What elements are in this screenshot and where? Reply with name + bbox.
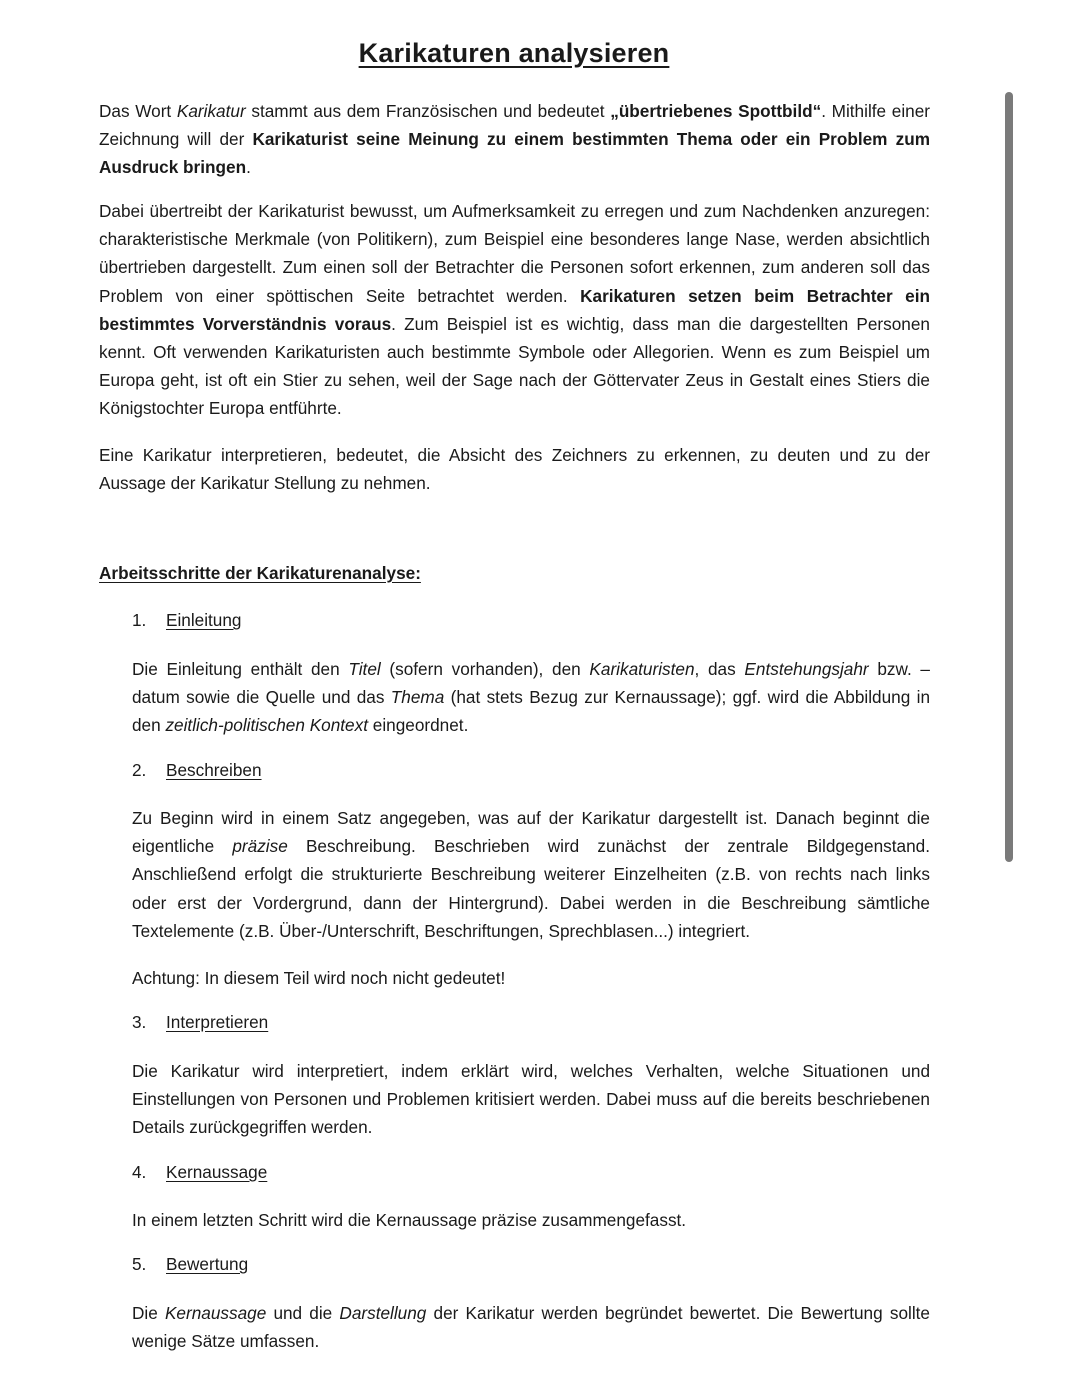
italic-term: Thema	[390, 687, 445, 708]
step-number: 1.	[132, 610, 147, 630]
text-run: . Zum Beispiel ist es wichtig, dass man die dargestellten Personen kennt. Oft verwenden Karikaturisten auch bestimmte Symbole oder Allegorien. Wenn es zum Beispiel um Europa geht, ist oft ein Stier zu sehen, weil der Sage nach der Göttervater Zeus in Gestalt eines Stiers die Königstochter Europa entführte.	[99, 313, 930, 419]
step-4-text: In einem letzten Schritt wird die Kernaussage präzise zusammengefasst.	[132, 1210, 687, 1230]
vertical-scrollbar[interactable]	[1005, 92, 1013, 862]
step-number: 3.	[132, 1012, 147, 1032]
intro-paragraph-3: Eine Karikatur interpretieren, bedeutet, die Absicht des Zeichners zu erkennen, zu deuten und zu der Aussage der Karikatur Stellung zu nehmen.	[99, 445, 930, 494]
text-run: Beschreibung. Beschrieben wird zunächst der zentrale Bildgegenstand. Anschließend erfolgt die strukturierte Beschreibung weiterer Einzelheiten (z.B. von rechts nach links oder erst der Vordergrund, dann der Hintergrund). Dabei werden in die Beschreibung sämtliche Textelemente (z.B. Über-/Unterschrift, Beschriftungen, Sprechblasen...) integriert.	[132, 836, 930, 941]
step-1-heading	[132, 610, 242, 631]
step-number: 5.	[132, 1254, 147, 1274]
step-5-text	[132, 1299, 930, 1355]
bold-phrase: Karikaturen setzen beim Betrachter ein bestimmtes Vorverständnis voraus	[99, 285, 930, 334]
step-2-text	[132, 804, 930, 945]
step-5-heading	[132, 1254, 248, 1275]
italic-term: Karikatur	[176, 101, 246, 121]
italic-term: Entstehungsjahr	[744, 659, 869, 679]
italic-term: präzise	[232, 836, 288, 857]
text-run: Dabei übertreibt der Karikaturist bewusst, um Aufmerksamkeit zu erregen und zum Nachdenken anzuregen: charakteristische Merkmale (von Politikern), zum Beispiel eine besonderes lange Nase, werden absichtlich übertrieben dargestellt. Zum einen soll der Betrachter die Personen sofort erkennen, zum anderen soll das Problem von einer spöttischen Seite betrachtet werden.	[99, 201, 930, 306]
bold-phrase: Karikaturist seine Meinung zu einem bestimmten Thema oder ein Problem zum Ausdruck bringen	[99, 129, 930, 178]
step-4-heading	[132, 1162, 267, 1183]
intro-paragraph-1	[99, 97, 930, 182]
text-run: (sofern vorhanden), den	[380, 659, 590, 679]
text-run: (hat stets Bezug zur Kernaussage); ggf. wird die Abbildung in den	[132, 687, 931, 736]
step-3-text: Die Karikatur wird interpretiert, indem erklärt wird, welches Verhalten, welche Situationen und Einstellungen von Personen und Problemen kritisiert werden. Dabei muss auf die bereits beschriebenen Details zurückgegriffen werden.	[132, 1061, 930, 1138]
italic-term: zeitlich-politischen Kontext	[165, 715, 368, 736]
step-label: Einleitung	[166, 610, 242, 630]
text-run: Das Wort	[99, 101, 177, 121]
step-number: 2.	[132, 760, 147, 780]
italic-term: Titel	[348, 659, 381, 679]
step-label: Kernaussage	[166, 1162, 268, 1182]
page-title: Karikaturen analysieren	[358, 38, 670, 68]
step-label: Interpretieren	[166, 1012, 269, 1032]
bold-term: „übertriebenes Spottbild“	[610, 101, 822, 121]
text-run: der Karikatur werden begründet bewertet. Die Bewertung sollte wenige Sätze umfassen.	[132, 1303, 930, 1352]
step-2-heading	[132, 760, 262, 781]
italic-term: Kernaussage	[164, 1303, 267, 1323]
text-run: Die Einleitung enthält den	[132, 659, 349, 679]
intro-paragraph-2	[99, 197, 930, 423]
step-label: Beschreiben	[166, 760, 262, 780]
text-run: bzw. –datum sowie die Quelle und das	[132, 659, 930, 708]
text-run: eingeordnet.	[368, 715, 469, 736]
section-heading: Arbeitsschritte der Karikaturenanalyse:	[99, 563, 421, 583]
step-1-text	[132, 655, 930, 740]
italic-term: Karikaturisten	[589, 659, 695, 679]
step-2-note: Achtung: In diesem Teil wird noch nicht gedeutet!	[132, 968, 506, 988]
step-label: Bewertung	[166, 1254, 249, 1274]
text-run: .	[246, 157, 251, 178]
text-run: Zu Beginn wird in einem Satz angegeben, was auf der Karikatur dargestellt ist. Danach beginnt die eigentliche	[132, 808, 930, 857]
step-3-heading	[132, 1012, 268, 1033]
text-run: Die	[132, 1303, 165, 1323]
text-run: . Mithilfe einer Zeichnung will der	[99, 101, 930, 150]
text-run: und die	[266, 1303, 340, 1323]
italic-term: Darstellung	[339, 1303, 427, 1323]
text-run: stammt aus dem Französischen und bedeutet	[245, 101, 611, 121]
step-number: 4.	[132, 1162, 147, 1182]
text-run: , das	[694, 659, 745, 679]
